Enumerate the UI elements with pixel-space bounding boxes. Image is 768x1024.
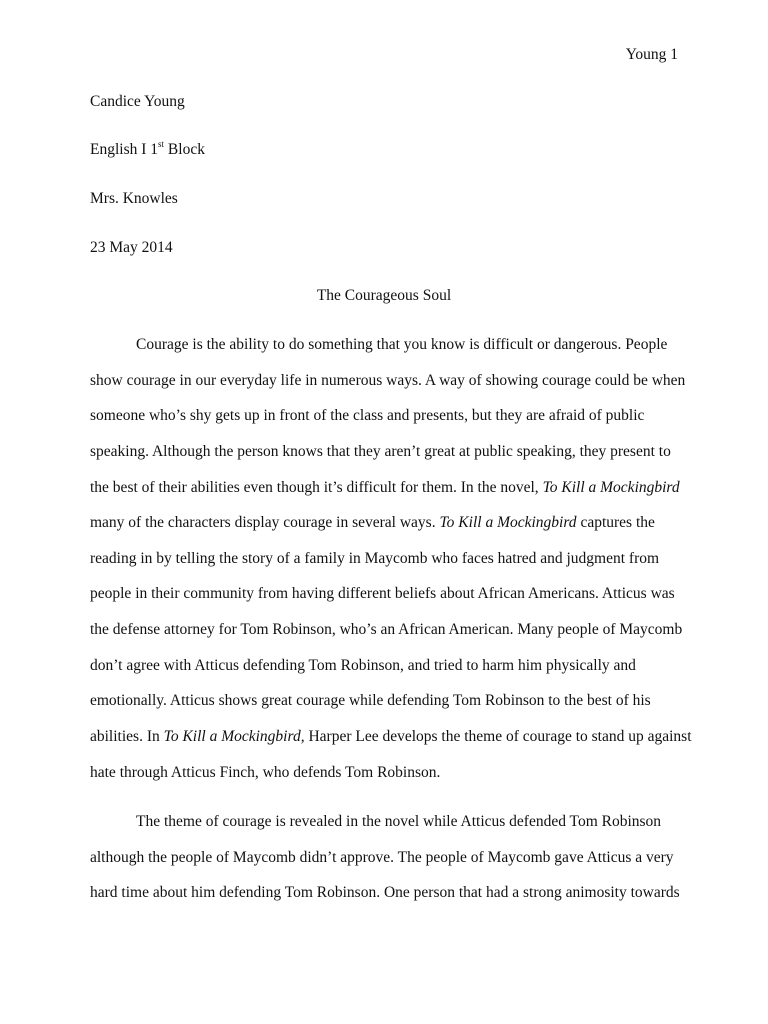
course-name: English I 1: [90, 141, 159, 158]
paragraph-line: someone who’s shy gets up in front of the class and presents, but they are afraid of public: [90, 407, 645, 424]
paragraph-line: hard time about him defending Tom Robinson. One person that had a strong animosity towards: [90, 884, 680, 901]
line-text: many of the characters display courage in several ways.: [90, 514, 440, 531]
paragraph-line: although the people of Maycomb didn’t approve. The people of Maycomb gave Atticus a very: [90, 849, 674, 866]
paragraph-line: emotionally. Atticus shows great courage while defending Tom Robinson to the best of his: [90, 692, 651, 709]
paragraph-line: speaking. Although the person knows that they aren’t great at public speaking, they present to: [90, 443, 671, 460]
paragraph-line: hate through Atticus Finch, who defends Tom Robinson.: [90, 764, 441, 781]
course-ordinal: st: [158, 138, 165, 149]
paragraph-line: [90, 514, 655, 532]
course-block: Block: [164, 141, 205, 158]
line-text: abilities. In: [90, 728, 164, 745]
book-title: To Kill a Mockingbird,: [163, 728, 305, 745]
paragraph-line: don’t agree with Atticus defending Tom Robinson, and tried to harm him physically and: [90, 657, 636, 674]
paragraph-line: [90, 728, 692, 746]
paragraph-line: The theme of courage is revealed in the novel while Atticus defended Tom Robinson: [136, 813, 662, 830]
essay-date: 23 May 2014: [90, 239, 173, 256]
student-name: Candice Young: [90, 93, 185, 110]
paragraph-line: show courage in our everyday life in numerous ways. A way of showing courage could be when: [90, 372, 686, 389]
paragraph-line: reading in by telling the story of a family in Maycomb who faces hatred and judgment from: [90, 550, 660, 567]
paragraph-line: the defense attorney for Tom Robinson, who’s an African American. Many people of Maycomb: [90, 621, 683, 638]
course-line: [90, 138, 205, 159]
paragraph-line: [90, 479, 680, 497]
essay-title: The Courageous Soul: [316, 287, 452, 304]
line-text: Harper Lee develops the theme of courage to stand up against: [304, 728, 692, 745]
paragraph-line: people in their community from having different beliefs about African Americans. Atticus was: [90, 585, 675, 602]
teacher-name: Mrs. Knowles: [90, 190, 178, 207]
book-title: To Kill a Mockingbird: [542, 479, 680, 496]
line-text: captures the: [576, 514, 655, 531]
book-title: To Kill a Mockingbird: [439, 514, 577, 531]
paragraph-line: Courage is the ability to do something that you know is difficult or dangerous. People: [136, 336, 668, 353]
running-head: Young 1: [625, 46, 678, 63]
line-text: the best of their abilities even though it’s difficult for them. In the novel,: [90, 479, 543, 496]
